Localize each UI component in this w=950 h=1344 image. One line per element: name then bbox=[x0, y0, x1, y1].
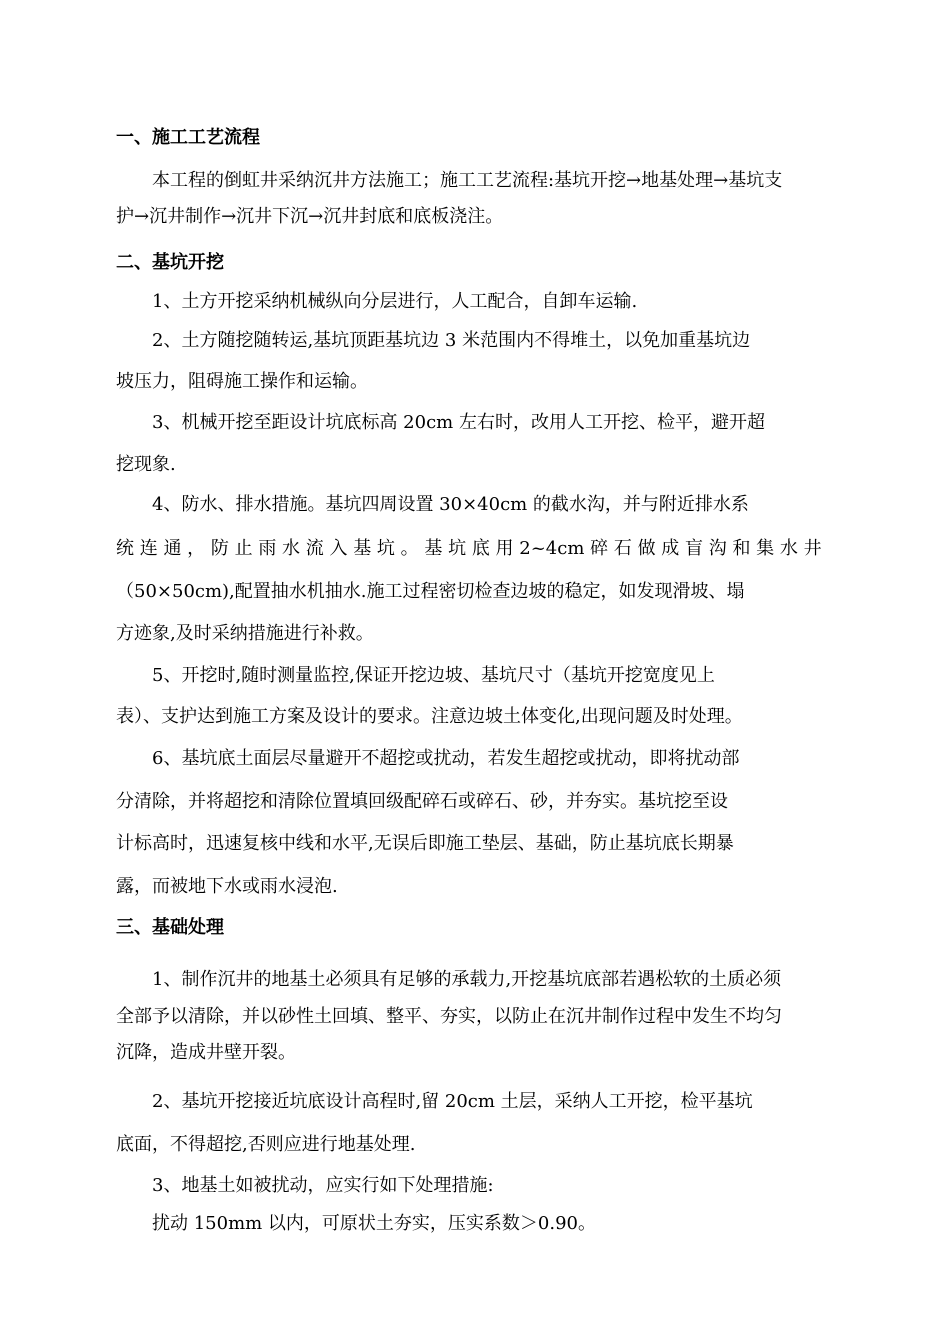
paragraph-line: 1、制作沉井的地基土必须具有足够的承载力,开挖基坑底部若遇松软的土质必须 bbox=[152, 969, 782, 990]
section-heading: 三、基础处理 bbox=[116, 917, 224, 938]
paragraph-line: 本工程的倒虹井采纳沉井方法施工；施工工艺流程:基坑开挖→地基处理→基坑支 bbox=[152, 170, 783, 191]
paragraph-line: 计标高时，迅速复核中线和水平,无误后即施工垫层、基础，防止基坑底长期暴 bbox=[116, 833, 734, 854]
paragraph-line: 坡压力，阻碍施工操作和运输。 bbox=[116, 371, 368, 392]
paragraph-line: 护→沉井制作→沉井下沉→沉井封底和底板浇注。 bbox=[116, 206, 504, 227]
paragraph-line: 沉降，造成井壁开裂。 bbox=[116, 1042, 296, 1063]
paragraph-line: 表）、支护达到施工方案及设计的要求。注意边坡土体变化,出现问题及时处理。 bbox=[116, 706, 743, 727]
paragraph-line: 3、地基土如被扰动，应实行如下处理措施: bbox=[152, 1175, 494, 1196]
paragraph-line: 1、土方开挖采纳机械纵向分层进行，人工配合，自卸车运输. bbox=[152, 291, 638, 312]
paragraph-line: 4、防水、排水措施。基坑四周设置 30×40cm 的截水沟，并与附近排水系 bbox=[152, 494, 749, 515]
paragraph-line: 分清除，并将超挖和清除位置填回级配碎石或碎石、砂，并夯实。基坑挖至设 bbox=[116, 791, 728, 812]
paragraph-line: 露，而被地下水或雨水浸泡. bbox=[116, 876, 338, 897]
paragraph-line: （50×50cm),配置抽水机抽水.施工过程密切检查边坡的稳定，如发现滑坡、塌 bbox=[116, 581, 745, 602]
section-heading: 二、基坑开挖 bbox=[116, 252, 224, 273]
paragraph-line: 3、机械开挖至距设计坑底标高 20cm 左右时，改用人工开挖、检平，避开超 bbox=[152, 412, 765, 433]
paragraph-line: 2、土方随挖随转运,基坑顶距基坑边 3 米范围内不得堆土，以免加重基坑边 bbox=[152, 330, 751, 351]
paragraph-line: 6、基坑底土面层尽量避开不超挖或扰动，若发生超挖或扰动，即将扰动部 bbox=[152, 748, 740, 769]
paragraph-line: 底面，不得超挖,否则应进行地基处理. bbox=[116, 1134, 416, 1155]
paragraph-line: 2、基坑开挖接近坑底设计高程时,留 20cm 土层，采纳人工开挖，检平基坑 bbox=[152, 1091, 753, 1112]
paragraph-line: 挖现象. bbox=[116, 454, 176, 475]
paragraph-line: 5、开挖时,随时测量监控,保证开挖边坡、基坑尺寸（基坑开挖宽度见上 bbox=[152, 665, 715, 686]
paragraph-line: 统 连 通 ， 防 止 雨 水 流 入 基 坑 。 基 坑 底 用 2~4cm 碎 石 做 成 盲 沟 和 集 水 井 bbox=[116, 538, 822, 559]
paragraph-line: 扰动 150mm 以内，可原状土夯实，压实系数＞0.90。 bbox=[152, 1213, 597, 1234]
section-heading: 一、施工工艺流程 bbox=[116, 127, 260, 148]
paragraph-line: 全部予以清除，并以砂性土回填、整平、夯实，以防止在沉井制作过程中发生不均匀 bbox=[116, 1006, 782, 1027]
paragraph-line: 方迹象,及时采纳措施进行补救。 bbox=[116, 623, 374, 644]
